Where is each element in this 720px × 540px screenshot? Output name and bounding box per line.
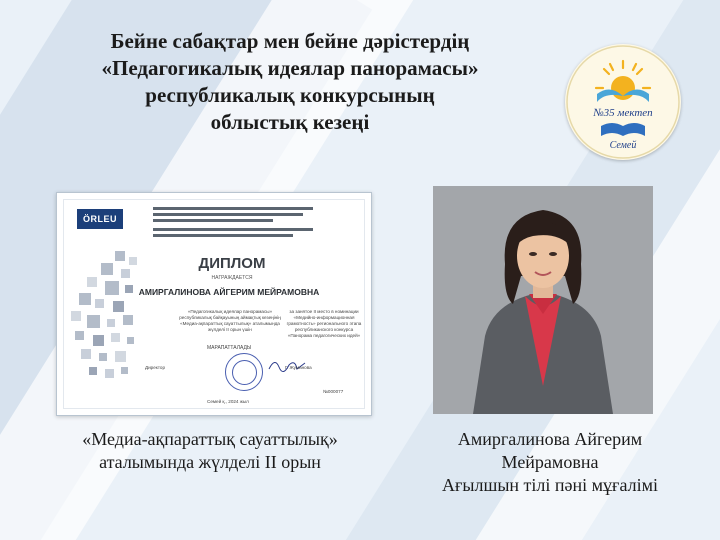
caption-line: Мейрамовна	[501, 452, 599, 472]
title-line: Бейне сабақтар мен бейне дәрістердің	[110, 29, 470, 53]
school-logo-emblem	[565, 44, 681, 160]
diploma-awarded-label: НАГРАЖДАЕТСЯ	[211, 275, 253, 281]
diploma-image	[56, 192, 372, 416]
caption-line: «Медиа-ақпараттық сауаттылық»	[82, 429, 338, 449]
orleu-logo: ÖRLEU	[77, 209, 123, 229]
slide-title	[30, 28, 550, 136]
teacher-portrait	[433, 186, 653, 414]
diploma-header-text	[153, 207, 323, 240]
diploma-recipient-name: АМИРГАЛИНОВА АЙГЕРИМ МЕЙРАМОВНА	[138, 287, 320, 297]
title-line: республикалық конкурсының	[145, 83, 435, 107]
caption-line: Амиргалинова Айгерим	[457, 429, 643, 449]
caption-line: аталымында жүлделі II орын	[99, 452, 321, 472]
title-line: «Педагогикалық идеялар панорамасы»	[101, 56, 479, 80]
diploma-date: Семей қ., 2024 жыл	[207, 399, 249, 404]
diploma-director-label: Директор	[145, 365, 166, 370]
diploma-marapat-label: МАРАПАТТАЛАДЫ	[207, 345, 252, 351]
teacher-caption	[400, 428, 700, 497]
teacher-photo	[433, 186, 653, 414]
caption-line: Ағылшын тілі пәні мұғалімі	[442, 475, 658, 495]
diploma-kz-text: «Педагогикалық идеялар панорамасы» республикалық байқауының аймақтық кезеңінің «Медиа-ақпараттық сауаттылық» аталымында жүлделі II орын үшін	[179, 309, 281, 332]
diploma-signer-name: Г. Жуманова	[285, 365, 312, 370]
diploma-heading: ДИПЛОМ	[198, 255, 266, 272]
school-logo	[565, 44, 681, 160]
logo-number-text: №35 мектеп	[593, 107, 653, 119]
stamp-icon	[225, 353, 263, 391]
award-caption	[30, 428, 390, 474]
title-line: облыстық кезеңі	[210, 110, 370, 134]
logo-city-text: Семей	[609, 140, 637, 151]
diploma-number: №000077	[323, 389, 344, 394]
diploma-ru-text: за занятое II место в номинации «Медийно-информационная грамотность» регионального этапа республиканского конкурса «Панорама педагогических идей»	[286, 309, 362, 338]
